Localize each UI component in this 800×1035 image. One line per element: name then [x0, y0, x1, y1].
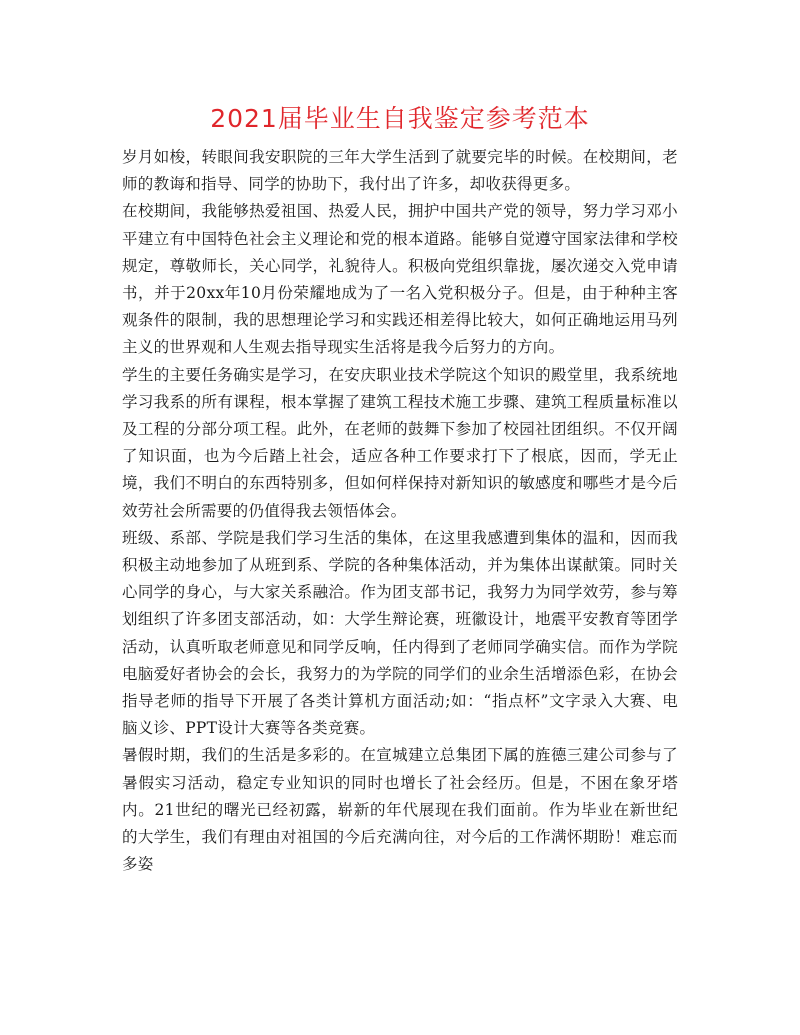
paragraph-1: 岁月如梭，转眼间我安职院的三年大学生活到了就要完毕的时候。在校期间，老师的教诲和指导、同学的协助下，我付出了许多，却收获得更多。	[122, 148, 678, 194]
paragraph-3: 学生的主要任务确实是学习，在安庆职业技术学院这个知识的殿堂里，我系统地学习我系的所有课程，根本掌握了建筑工程技术施工步骤、建筑工程质量标准以及工程的分部分项工程。此外，在老师的鼓舞下参加了校园社团组织。不仅开阔了知识面，也为今后踏上社会，适应各种工作要求打下了根底，因而，学无止境，我们不明白的东西特别多，但如何样保持对新知识的敏感度和哪些才是今后效劳社会所需要的仍值得我去领悟体会。	[122, 365, 678, 520]
paragraph-2: 在校期间，我能够热爱祖国、热爱人民，拥护中国共产党的领导，努力学习邓小平建立有中国特色社会主义理论和党的根本道路。能够自觉遵守国家法律和学校规定，尊敬师长，关心同学，礼貌待人。积极向党组织靠拢，屡次递交入党申请书，并于20xx年10月份荣耀地成为了一名入党积极分子。但是，由于种种主客观条件的限制，我的思想理论学习和实践还相差得比较大，如何正确地运用马列主义的世界观和人生观去指导现实生活将是我今后努力的方向。	[122, 202, 678, 357]
paragraph-4: 班级、系部、学院是我们学习生活的集体，在这里我感遭到集体的温和，因而我积极主动地参加了从班到系、学院的各种集体活动，并为集体出谋献策。同时关心同学的身心，与大家关系融洽。作为团支部书记，我努力为同学效劳，参与筹划组织了许多团支部活动，如：大学生辩论赛，班徽设计，地震平安教育等团学活动，认真听取老师意见和同学反响，任内得到了老师同学确实信。而作为学院电脑爱好者协会的会长，我努力的为学院的同学们的业余生活增添色彩，在协会指导老师的指导下开展了各类计算机方面活动;如：“指点杯”文字录入大赛、电脑义诊、PPT设计大赛等各类竞赛。	[122, 528, 678, 738]
paragraph-5: 暑假时期，我们的生活是多彩的。在宣城建立总集团下属的旌德三建公司参与了暑假实习活动，稳定专业知识的同时也增长了社会经历。但是，不困在象牙塔内。21世纪的曙光已经初露，崭新的年代展现在我们面前。作为毕业在新世纪的大学生，我们有理由对祖国的今后充满向往，对今后的工作满怀期盼！难忘而多姿	[122, 746, 678, 874]
document-body	[122, 144, 678, 878]
document-title: 2021届毕业生自我鉴定参考范本	[210, 104, 590, 133]
